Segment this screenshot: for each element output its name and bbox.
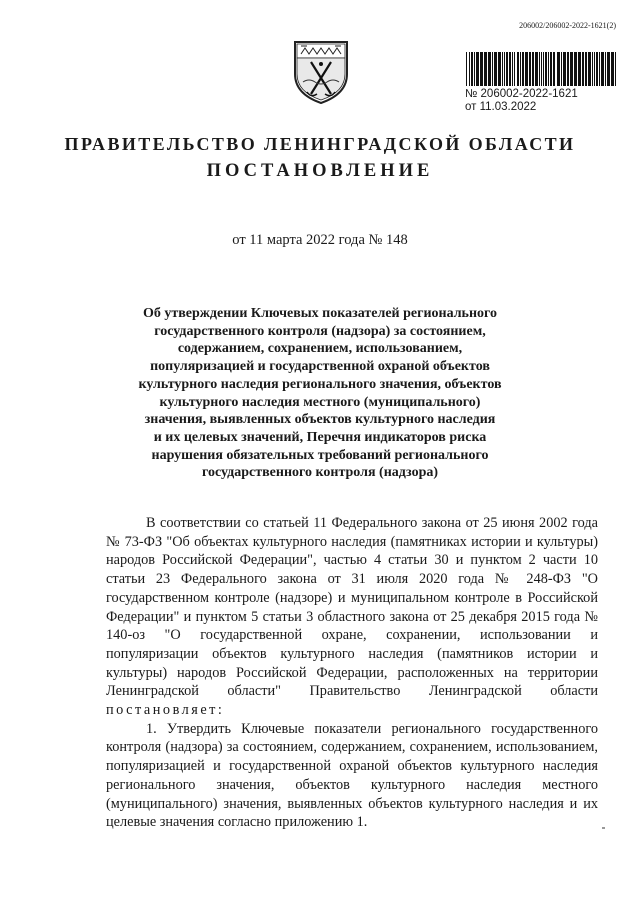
- decree-verb: постановляет:: [106, 702, 225, 719]
- title-line: культурного наследия регионального значения, объектов: [138, 376, 502, 392]
- barcode: [466, 52, 618, 86]
- preamble-paragraph: [106, 514, 598, 720]
- title-line: содержанием, сохранением, использованием,: [177, 341, 463, 357]
- title-line: нарушения обязательных требований регионального: [151, 447, 489, 463]
- government-name: ПРАВИТЕЛЬСТВО ЛЕНИНГРАДСКОЙ ОБЛАСТИ: [64, 134, 576, 154]
- decree-date-number: от 11 марта 2022 года № 148: [232, 232, 408, 248]
- document-id: 206002/206002-2022-1621(2): [519, 21, 616, 30]
- registration-number: № 206002-2022-1621: [465, 88, 578, 100]
- title-line: и их целевых значений, Перечня индикаторов риска: [153, 429, 487, 445]
- title-line: государственного контроля (надзора): [201, 465, 439, 481]
- title-line: популяризацией и государственной охраной объектов: [150, 359, 490, 375]
- registration-date: от 11.03.2022: [465, 101, 537, 113]
- registration-stamp: [465, 88, 578, 114]
- title-line: значения, выявленных объектов культурного наследия: [144, 412, 496, 428]
- clause-1-paragraph: 1. Утвердить Ключевые показатели регионального государственного контроля (надзора) за состоянием, содержанием, сохранением, использованием, популяризацией и государственной охраной объектов культурного наследия регионального значения, объектов культурного наследия местного (муниципального) значения, выявленных объектов культурного наследия и их целевые значения согласно приложению 1.: [106, 720, 598, 831]
- preamble-text: В соответствии со статьей 11 Федерального закона от 25 июня 2002 года № 73-ФЗ "Об объектах культурного наследия (памятниках истории и культуры) народов Российской Федерации", частью 4 статьи 30 и пунктом 2 части 10 статьи 23 Федерального закона от 31 июля 2020 года № 248-ФЗ "О государственном контроле (надзоре) и муниципальном контроле в Российской Федерации" и пунктом 5 статьи 3 областного закона от 25 декабря 2015 года № 140-оз "О государственной охране, сохранении, использовании и популяризации объектов культурного наследия (памятников истории и культуры) народов Российской Федерации, расположенных на территории Ленинградской области" Правительство Ленинградской области: [106, 515, 598, 700]
- decree-title: [90, 305, 550, 482]
- title-line: культурного наследия местного (муниципального): [159, 394, 481, 410]
- decree-body: [106, 514, 598, 832]
- title-line: Об утверждении Ключевых показателей регионального: [142, 306, 498, 321]
- document-type: ПОСТАНОВЛЕНИЕ: [206, 161, 434, 181]
- scan-speck: [602, 827, 605, 829]
- title-line: государственного контроля (надзора) за состоянием,: [154, 323, 486, 339]
- leningrad-oblast-coat-of-arms-icon: [291, 36, 351, 106]
